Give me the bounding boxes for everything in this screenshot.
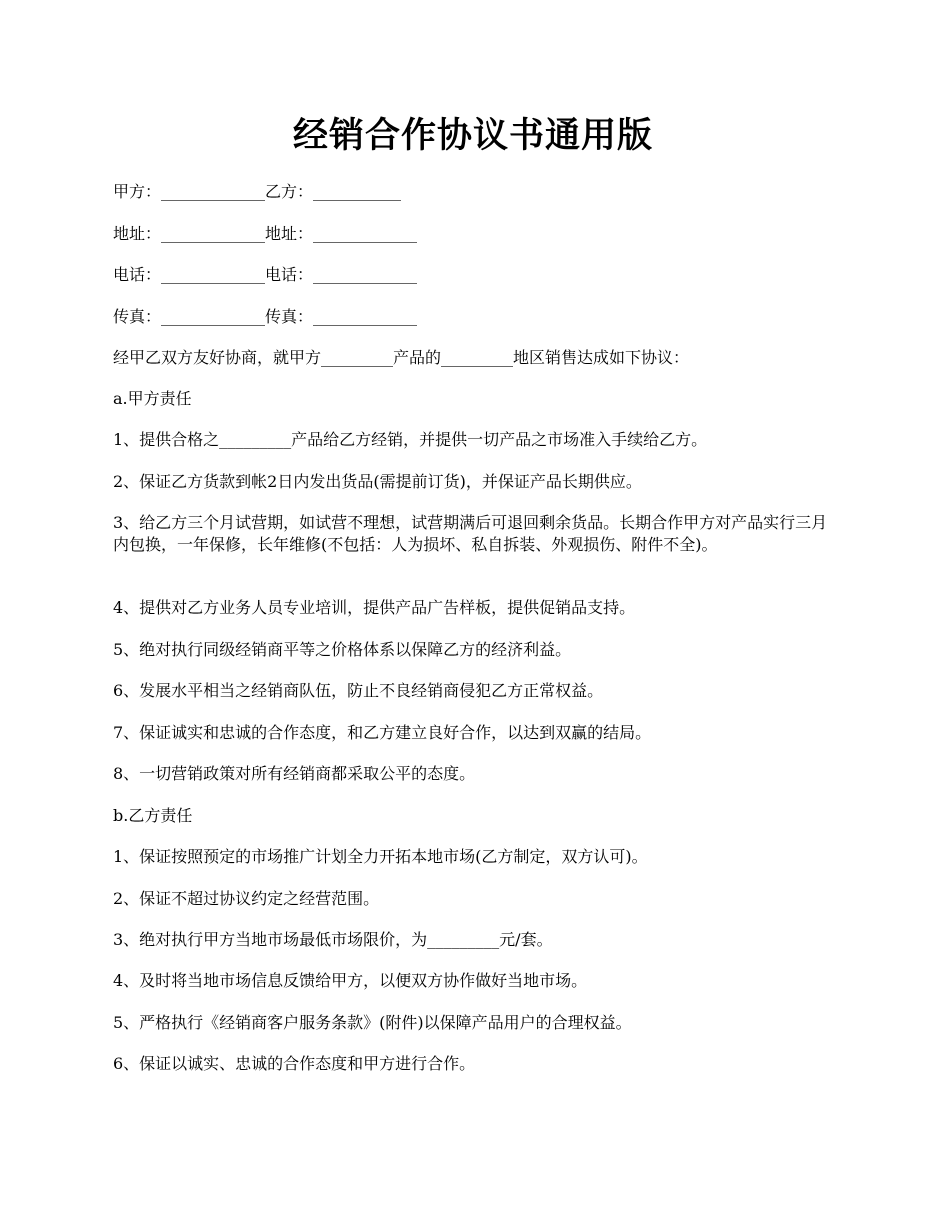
intro-paragraph: 经甲乙双方友好协商，就甲方_________产品的_________地区销售达成如下协议：: [113, 348, 690, 367]
section-a-item: 4、提供对乙方业务人员专业培训，提供产品广告样板，提供促销品支持。: [113, 598, 636, 617]
document-title: 经销合作协议书通用版: [292, 115, 653, 156]
section-a-item: 1、提供合格之_________产品给乙方经销，并提供一切产品之市场准入手续给乙方。: [113, 430, 708, 449]
section-a-item: 5、绝对执行同级经销商平等之价格体系以保障乙方的经济利益。: [113, 640, 572, 659]
section-b-item: 1、保证按照预定的市场推广计划全力开拓本地市场(乙方制定，双方认可)。: [113, 847, 648, 866]
section-a-item: 6、发展水平相当之经销商队伍，防止不良经销商侵犯乙方正常权益。: [113, 681, 604, 700]
section-b-item: 4、及时将当地市场信息反馈给甲方，以便双方协作做好当地市场。: [113, 971, 588, 990]
section-a-item: 8、一切营销政策对所有经销商都采取公平的态度。: [113, 764, 476, 783]
party-phone-line: 电话：_____________电话：_____________: [113, 265, 418, 284]
section-b-item: 2、保证不超过协议约定之经营范围。: [113, 889, 380, 908]
section-a-item: 2、保证乙方货款到帐2日内发出货品(需提前订货)，并保证产品长期供应。: [113, 472, 642, 491]
section-b-item: 6、保证以诚实、忠诚的合作态度和甲方进行合作。: [113, 1054, 476, 1073]
section-a-item: 3、给乙方三个月试营期，如试营不理想，试营期满后可退回剩余货品。长期合作甲方对产品实行三月内包换，一年保修，长年维修(不包括：人为损坏、私自拆装、外观损伤、附件不全)。: [113, 513, 828, 554]
section-a-heading: a.甲方责任: [113, 389, 192, 408]
party-address-line: 地址：_____________地址：_____________: [113, 224, 418, 243]
section-a-item: 7、保证诚实和忠诚的合作态度，和乙方建立良好合作，以达到双赢的结局。: [113, 723, 652, 742]
party-name-line: 甲方：_____________乙方：___________: [113, 182, 402, 201]
section-b-item: 3、绝对执行甲方当地市场最低市场限价，为_________元/套。: [113, 930, 553, 949]
section-b-heading: b.乙方责任: [113, 806, 193, 825]
party-fax-line: 传真：_____________传真：_____________: [113, 307, 418, 326]
section-b-item: 5、严格执行《经销商客户服务条款》(附件)以保障产品用户的合理权益。: [113, 1013, 632, 1032]
